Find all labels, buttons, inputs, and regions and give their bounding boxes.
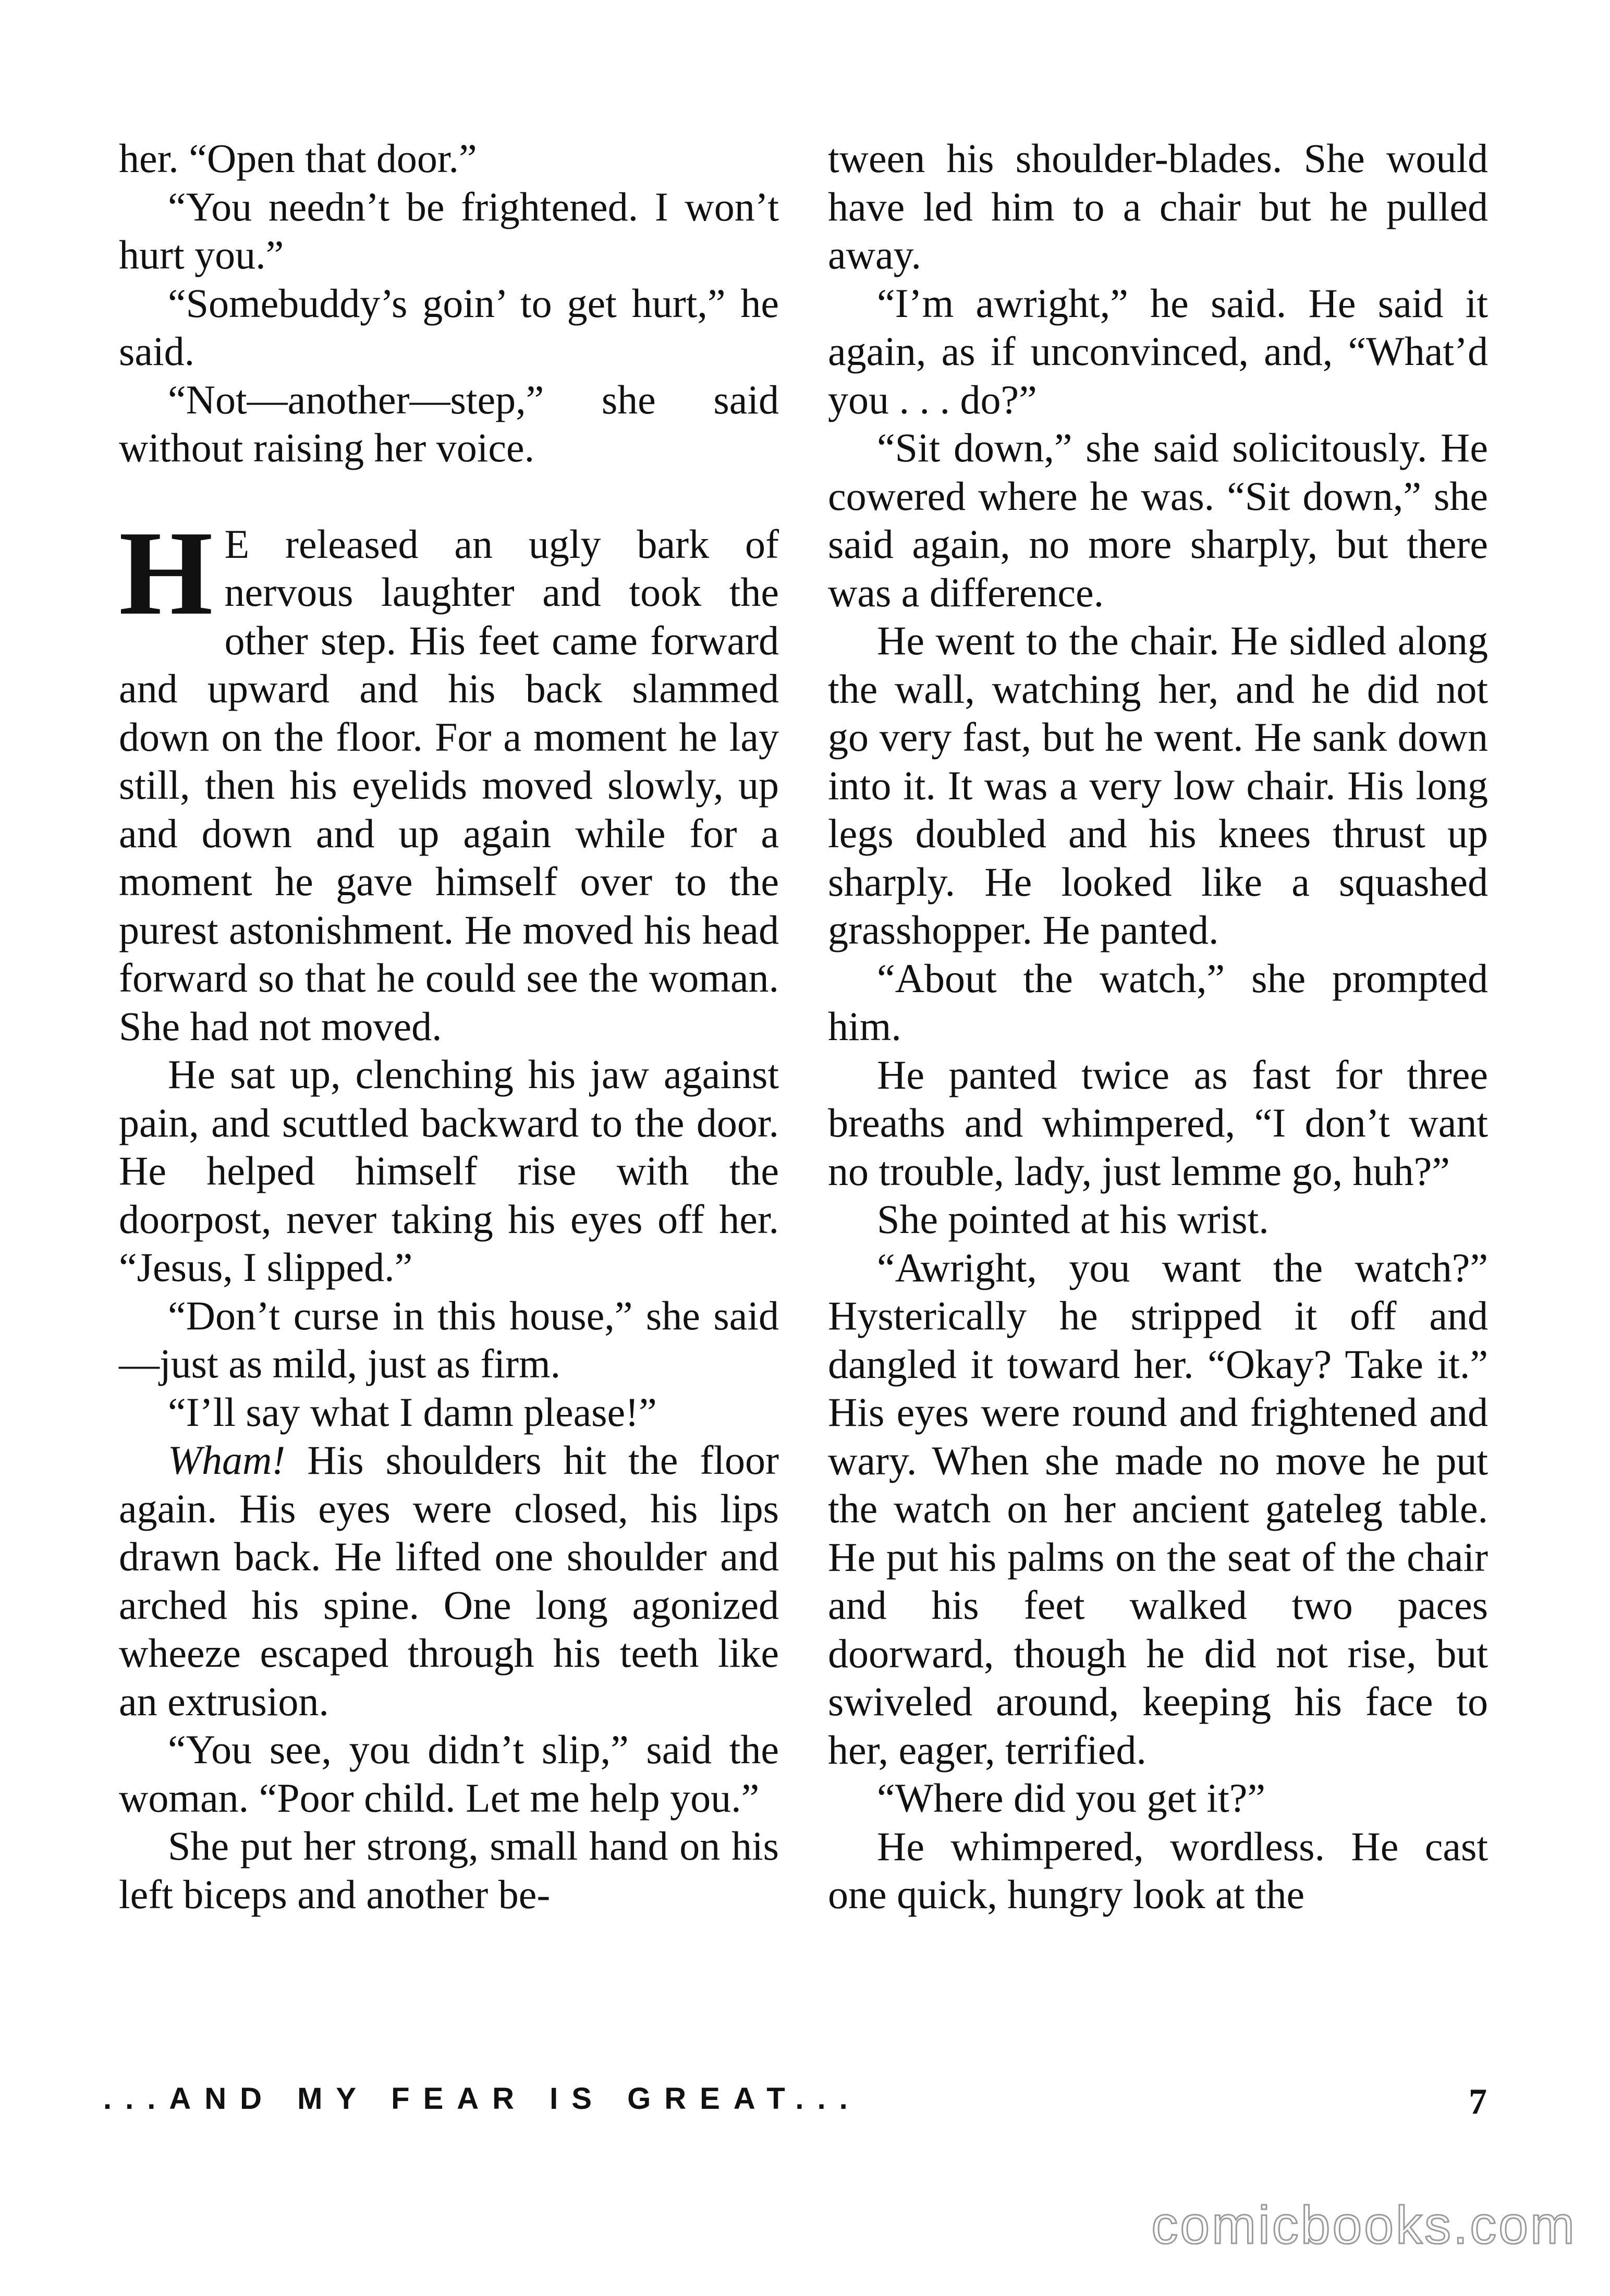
paragraph: “Somebuddy’s goin’ to get hurt,” he said. (119, 280, 779, 374)
paragraph: “Awright, you want the watch?” Hysterically he stripped it off and dangled it toward her. “Okay? Take it.” His eyes were round and frightened and wary. When she made no move he put the watch on her ancient gateleg table. He put his palms on the seat of the chair and his feet walked two paces doorward, though he did not rise, but swiveled around, keeping his face to her, eager, terrified. (828, 1244, 1488, 1773)
paragraph: “Sit down,” she said solicitously. He cowered where he was. “Sit down,” she said again, no more sharply, but there was a difference. (828, 425, 1488, 615)
dropcap-paragraph (119, 506, 779, 1051)
paragraph: He sat up, clenching his jaw against pain, and scuttled backward to the door. He helped himself rise with the doorpost, never taking his eyes off her. “Jesus, I slipped.” (119, 1052, 779, 1290)
paragraph: She put her strong, small hand on his left biceps and another be- (119, 1823, 779, 1917)
page-number: 7 (1469, 2082, 1487, 2122)
paragraph: “I’m awright,” he said. He said it again, as if unconvinced, and, “What’d you . . . do?” (828, 280, 1488, 422)
paragraph: “Don’t curse in this house,” she said—just as mild, just as firm. (119, 1292, 779, 1386)
paragraph: tween his shoulder-blades. She would have led him to a chair but he pulled away. (828, 136, 1488, 277)
paragraph: “Not—another—step,” she said without raising her voice. (119, 376, 779, 470)
section-break (119, 472, 779, 520)
paragraph-text: His shoulders hit the floor again. His eyes were closed, his lips drawn back. He lifted one shoulder and arched his spine. One long agonized wheeze escaped through his teeth like an extrusion. (119, 1437, 779, 1724)
italic-exclamation: Wham! (168, 1437, 286, 1483)
paragraph: He went to the chair. He sidled along the wall, watching her, and he did not go very fast, but he went. He sank down into it. It was a very low chair. His long legs doubled and his knees thrust up sharply. He looked like a squashed grasshopper. He panted. (828, 618, 1488, 952)
paragraph: “Where did you get it?” (877, 1775, 1265, 1821)
paragraph: He panted twice as fast for three breaths and whimpered, “I don’t want no trouble, lady, just lemme go, huh?” (828, 1052, 1488, 1194)
watermark: comicbooks.com (1151, 2195, 1577, 2255)
paragraph-text: E released an ugly bark of nervous laughter and took the other step. His feet came forward and upward and his back slammed down on the floor. For a moment he lay still, then his eyelids moved slowly, up and down and up again while for a moment he gave himself over to the purest astonishment. He moved his head forward so that he could see the woman. She had not moved. (119, 521, 779, 1049)
page-footer (103, 2081, 1487, 2128)
left-text-column (119, 135, 779, 1919)
paragraph: He whimpered, wordless. He cast one quick, hungry look at the (828, 1823, 1488, 1917)
running-title: ...AND MY FEAR IS GREAT... (103, 2082, 861, 2116)
paragraph: her. “Open that door.” (119, 136, 477, 181)
paragraph: “You see, you didn’t slip,” said the woman. “Poor child. Let me help you.” (119, 1727, 779, 1821)
drop-cap-letter: H (119, 506, 213, 640)
right-text-column (828, 135, 1488, 1919)
paragraph (119, 1436, 779, 1726)
paragraph: “I’ll say what I damn please!” (168, 1389, 657, 1435)
paragraph: She pointed at his wrist. (877, 1196, 1269, 1242)
paragraph: “You needn’t be frightened. I won’t hurt you.” (119, 184, 779, 277)
paragraph: “About the watch,” she prompted him. (828, 955, 1488, 1049)
